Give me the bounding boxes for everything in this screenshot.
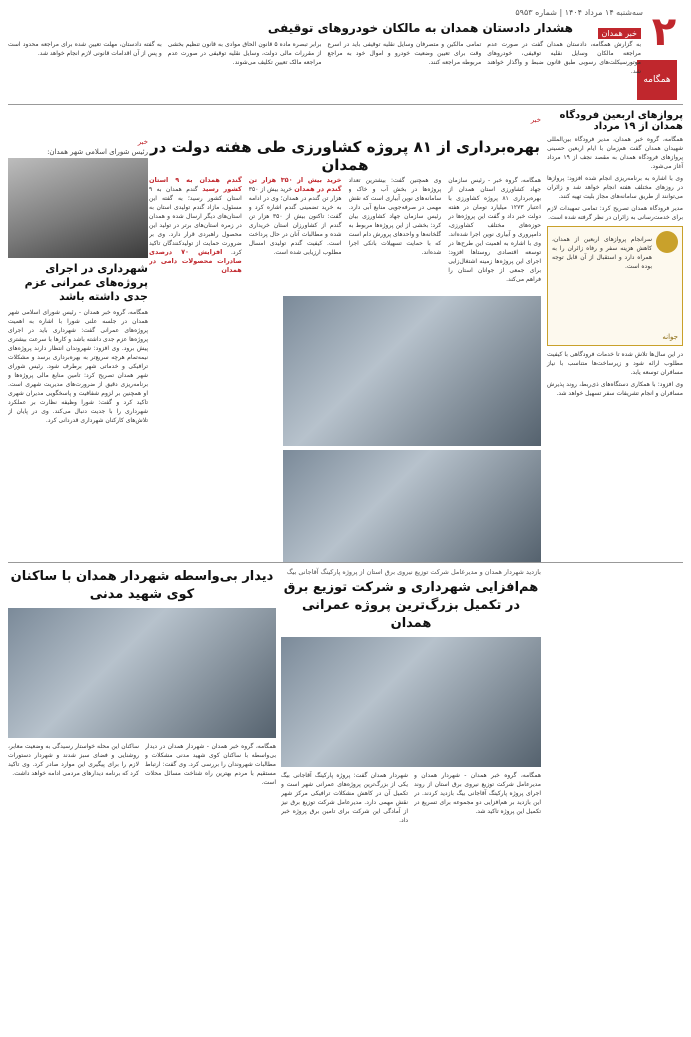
top-lead-col: به گفته دادستان، مهلت تعیین شده برای مراجعه محدود است و پس از آن اقدامات قانونی لازم انجام خواهد شد. bbox=[8, 41, 162, 57]
main-headline: بهره‌برداری از ۸۱ پروژه کشاورزی طی هفته دولت در همدان bbox=[149, 138, 541, 174]
sidebar-paragraph: در این سال‌ها تلاش شده تا خدمات فرودگاهی با کیفیت مطلوب ارائه شود و زیرساخت‌ها متناسب با نیاز مسافران توسعه یابد. bbox=[547, 351, 683, 376]
portrait-photo bbox=[8, 158, 148, 258]
left-subtitle: رئیس شورای اسلامی شهر همدان: bbox=[47, 148, 148, 156]
section-label: خبر همدان bbox=[598, 28, 641, 39]
sidebar-paragraph: مدیر فرودگاه همدان تصریح کرد: تمامی تمهیدات لازم برای خدمت‌رسانی به زائران در نظر گرفته شده است. bbox=[547, 205, 683, 221]
left-headline: شهرداری در اجرای پروژه‌های عمرانی عزم جدی داشته باشد bbox=[24, 262, 148, 303]
sidebar bbox=[547, 110, 683, 1029]
main-paragraph: گندم همدان به ۹ استان کشور رسید؛ به گفته این مسئول، مازاد گندم تولیدی استان به استان‌های دیگر ارسال شده و همدان در زمره استان‌های برتر در تولید این محصول راهبردی قرار دارد. وی بر ضرورت حمایت از تولیدکنندگان تاکید کرد. bbox=[149, 186, 242, 256]
issue-line: سه‌شنبه ۱۴ مرداد ۱۴۰۴ | شماره ۵۹۵۳ bbox=[515, 8, 643, 17]
top-lead-columns bbox=[8, 40, 641, 102]
group-photo bbox=[283, 450, 541, 562]
sidebar-paragraph: وی افزود: با همکاری دستگاه‌های ذی‌ربط، روند پذیرش مسافران و انجام تشریفات سفر تسهیل خواهد شد. bbox=[547, 381, 683, 397]
newspaper-logo: همگامه bbox=[637, 60, 677, 100]
bottom-b-paragraph: همگامه، گروه خبر همدان - شهردار همدان در دیدار بی‌واسطه با ساکنان کوی شهید مدنی مشکلات و مطالبات شهروندان را بررسی کرد. وی گفت: ارتباط مستقیم با مردم بهترین راه شناخت مسائل محلات است. bbox=[145, 743, 276, 786]
main-paragraph: همگامه، گروه خبر - رئیس سازمان جهاد کشاورزی استان همدان از بهره‌برداری ۸۱ پروژه کشاورزی با اعتبار ۱۲۷۳ میلیارد تومان در هفته دولت خبر داد و گفت این پروژه‌ها در حوزه‌های مختلف کشاورزی، دامپروری و آبیاری نوین اجرا شده‌اند. وی با اشاره به اهمیت این طرح‌ها در توسعه اقتصادی روستاها افزود: اجرای این پروژه‌ها زمینه اشتغال‌زایی برای جمعی از جوانان استان را فراهم می‌کند. bbox=[448, 177, 541, 283]
top-lead-col: به گزارش همگامه، دادستان همدان گفت در صورت عدم مراجعه مالکان وسایل نقلیه توقیفی، خودروهای موتورسیکلت‌های رسوبی طبق قانون ضبط و واگذار خواهند شد. bbox=[487, 41, 641, 75]
bottom-article-a bbox=[281, 568, 541, 1028]
bottom-a-headline: هم‌افزایی شهرداری و شرکت توزیع برق در تکمیل بزرگ‌ترین پروژه عمرانی همدان bbox=[283, 580, 539, 631]
main-subhead: خرید بیش از ۳۵۰ هزار تن گندم در همدان bbox=[248, 176, 342, 193]
main-paragraph: خرید بیش از ۳۵۰ هزار تن گندم در همدان؛ وی در ادامه به خرید تضمینی گندم اشاره کرد و گفت: تاکنون بیش از ۳۵۰ هزار تن گندم از کشاورزان استان خریداری شده و مطالبات آنان در حال پرداخت است. کیفیت گندم تولیدی امسال مطلوب ارزیابی شده است. bbox=[248, 186, 342, 256]
page-number: ۲ bbox=[651, 9, 677, 55]
top-lead-col: برابر تبصره ماده ۵ قانون الحاق موادی به قانون تنظیم بخشی از مقررات مالی دولت، وسایل نقلیه توقیفی در صورت عدم مراجعه مالک تعیین تکلیف می‌شوند. bbox=[167, 41, 322, 66]
bottom-a-kicker: بازدید شهردار همدان و مدیرعامل شرکت توزیع نیروی برق استان از پروژه پارکینگ آقاجانی بیگ bbox=[286, 568, 541, 576]
main-col bbox=[149, 176, 242, 516]
sidebar-boxed-note bbox=[547, 226, 683, 346]
sidebar-box-text: سرانجام پروازهای اربعین از همدان، کاهش هزینه سفر و رفاه زائران را به همراه دارد و استقبال از آن قابل توجه بوده است. bbox=[552, 236, 652, 270]
left-article bbox=[8, 138, 148, 558]
site-visit-photo bbox=[281, 637, 541, 767]
sidebar-title: پروازهای اربعین فرودگاه همدان از ۱۹ مرداد bbox=[559, 110, 683, 132]
sidebar-paragraph: وی با اشاره به برنامه‌ریزی انجام شده افزود: پروازها در روزهای مختلف هفته انجام خواهد شد و زائران می‌توانند از طریق سامانه‌های مجاز بلیت تهیه کنند. bbox=[547, 175, 683, 200]
main-subhead: افزایش ۷۰ درصدی صادرات محصولات دامی در همدان bbox=[149, 248, 242, 274]
left-body: همگامه، گروه خبر همدان - رئیس شورای اسلامی شهر همدان در جلسه علنی شورا با اشاره به اهمیت پروژه‌های عمرانی گفت: شهرداری باید در اجرای پروژه‌ها عزم جدی داشته باشد و کارها با سرعت بیشتری پیش برود. وی افزود: شهروندان انتظار دارند پروژه‌های نیمه‌تمام هرچه سریع‌تر به بهره‌برداری برسد و مشکلات ترافیکی و خدماتی شهر برطرف شود. رئیس شورای شهر همدان تصریح کرد: تامین منابع مالی پروژه‌ها و برنامه‌ریزی دقیق از ضرورت‌های مدیریت شهری است. او همچنین بر لزوم شفافیت و پاسخگویی مدیران شهری تاکید کرد و گفت: شورا وظیفه نظارت بر عملکرد شهرداری را با جدیت دنبال می‌کند. وی در پایان از تلاش‌های کارکنان شهرداری قدردانی کرد. bbox=[8, 309, 148, 424]
meeting-photo bbox=[283, 296, 541, 446]
residents-meeting-photo bbox=[8, 608, 276, 738]
bottom-article-b bbox=[8, 568, 276, 1028]
top-headline: هشدار دادستان همدان به مالکان خودروهای توقیفی bbox=[267, 21, 573, 35]
page-header bbox=[8, 8, 683, 100]
bottom-a-paragraph: شهردار همدان گفت: پروژه پارکینگ آقاجانی بیگ یکی از بزرگ‌ترین پروژه‌های عمرانی شهر است و تکمیل آن در کاهش مشکلات ترافیکی مرکز شهر نقش مهمی دارد. مدیرعامل شرکت توزیع برق نیز از آمادگی این شرکت برای تامین برق پروژه خبر داد. bbox=[281, 772, 408, 824]
sidebar-box-label: جوانه bbox=[662, 333, 678, 341]
badge-icon bbox=[656, 231, 678, 253]
top-lead-col: تمامی مالکین و متصرفان وسایل نقلیه توقیفی باید در اسرع وقت برای تعیین وضعیت خودرو و اموال خود به مراجع مربوطه مراجعه کنند. bbox=[327, 41, 482, 66]
bottom-b-headline: دیدار بی‌واسطه شهردار همدان با ساکنان کوی شهید مدنی bbox=[10, 569, 274, 602]
main-paragraph: وی همچنین گفت: بیشترین تعداد پروژه‌ها در بخش آب و خاک و سامانه‌های نوین آبیاری است که نقش مهمی در صرفه‌جویی منابع آبی دارد. رئیس سازمان جهاد کشاورزی بیان کرد: بخشی از این پروژه‌ها مربوط به گلخانه‌ها و واحدهای پرورش دام است که با حمایت تسهیلات بانکی اجرا شده‌اند. bbox=[348, 177, 442, 256]
bottom-b-columns bbox=[8, 742, 276, 787]
sidebar-paragraph: همگامه، گروه خبر همدان، مدیر فرودگاه بین‌المللی شهیدان همدان گفت هم‌زمان با ایام اربعین حسینی پروازهای فرودگاه همدان به مقصد نجف از ۱۹ مرداد آغاز می‌شود. bbox=[547, 136, 683, 170]
main-subhead: گندم همدان به ۹ استان کشور رسید bbox=[149, 176, 242, 193]
bottom-b-paragraph: ساکنان این محله خواستار رسیدگی به وضعیت معابر، روشنایی و فضای سبز شدند و شهردار دستورات لازم را برای پیگیری این موارد صادر کرد. وی تاکید کرد که برنامه دیدارهای مردمی ادامه خواهد داشت. bbox=[8, 743, 139, 777]
left-kicker: خبر bbox=[137, 138, 148, 146]
bottom-a-columns bbox=[281, 771, 541, 825]
main-kicker: خبر bbox=[530, 116, 541, 124]
mid-divider bbox=[8, 562, 683, 563]
bottom-a-paragraph: همگامه، گروه خبر همدان - شهردار همدان و مدیرعامل شرکت توزیع نیروی برق استان از روند اجرای پروژه پارکینگ آقاجانی بیگ بازدید کردند. در این بازدید بر هم‌افزایی دو مجموعه برای تسریع در تکمیل این پروژه تاکید شد. bbox=[414, 772, 541, 815]
header-divider bbox=[8, 104, 683, 105]
